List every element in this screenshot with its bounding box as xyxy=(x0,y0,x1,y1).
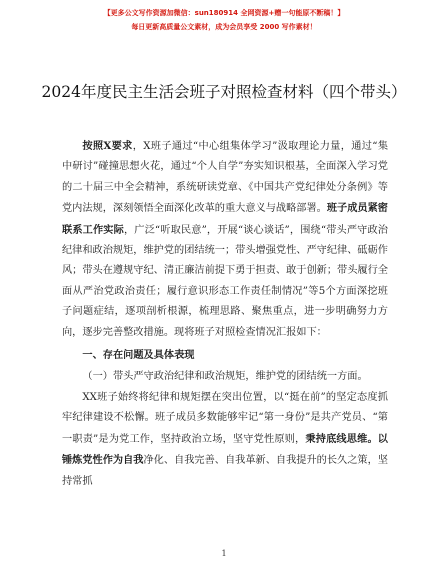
document-body xyxy=(62,136,388,492)
section-heading-1: 一、存在问题及具体表现 xyxy=(82,349,195,362)
intro-bold: 班子成员紧密联系工作实际 xyxy=(62,202,388,236)
body-paragraph-1-text-2: 净化、自我完善、自我革新、自我提升的长久之策，坚持常抓 xyxy=(62,455,388,487)
promo-banner-line-2: 每日更新高质量公文素材，成为会员享受 2000 写作素材！ xyxy=(131,23,317,31)
intro-lead: 按照X要求 xyxy=(82,140,133,152)
subsection-heading-1: （一）带头严守政治纪律和政治规矩，维护党的团结统一方面。 xyxy=(82,371,368,383)
body-paragraph-1-text: XX班子始终将纪律和规矩摆在突出位置，以“挺在前”的坚定态度抓牢纪律建设不松懈。班子成员多数能够牢记“第一身份”是共产党员、“第一职责”是为党工作，坚持政治立场，坚守党性原则， xyxy=(62,391,388,445)
page-number: 1 xyxy=(221,549,227,558)
promo-banner xyxy=(0,6,448,34)
intro-paragraph xyxy=(62,136,388,343)
body-paragraph-1 xyxy=(62,388,388,492)
promo-banner-line-1: 【更多公文写作资源加微信：sun180914 全网资源+赠一句能原不断稿！】 xyxy=(103,9,345,17)
intro-text-2: ，广泛“听取民意”，开展“谈心谈话”，围绕“带头严守政治纪律和政治规矩，维护党的团结统一；带头增强党性、严守纪律、砥砺作风；带头在遵规守纪、清正廉洁前提下勇于担责、敢于创新；带头履行全面从严治党政治责任；履行意识形态工作责任制情况”等5个方面深挖班子问题症结，逐项剖析根源，梳理思路、聚焦重点，进一步明确努力方向，逐步完善整改措施。现将班子对照检查情况汇报如下： xyxy=(62,224,388,338)
body-paragraph-1-bold: 秉持底线思维。以锤炼党性作为自我 xyxy=(62,432,388,467)
document-title: 2024年度民主生活会班子对照检查材料（四个带头） xyxy=(41,83,407,101)
intro-text: ，X班子通过“中心组集体学习”汲取理论力量，通过“集中研讨”碰撞思想火花，通过“个人自学”夯实知识根基，全面深入学习党的二十届三中全会精神，系统研读党章、《中国共产党纪律处分条例》等党内法规，深刻领悟全面深化改革的重大意义与战略部署。 xyxy=(62,141,389,215)
